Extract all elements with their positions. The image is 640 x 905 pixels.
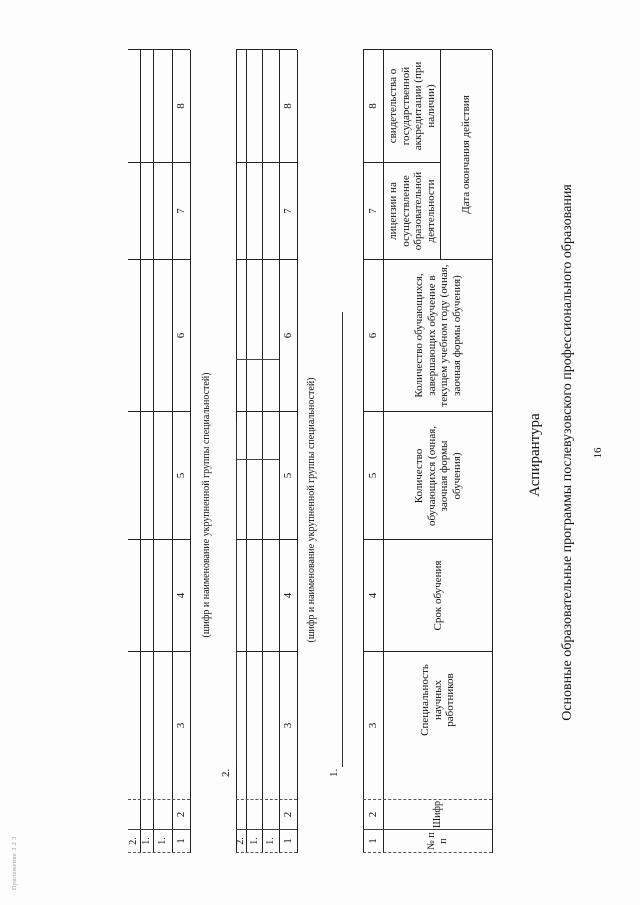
footer-mark: Приложение 3 2 3 [12, 836, 18, 890]
s2-subrow-1: 1. [157, 837, 168, 845]
s2-subrow-2: 1. [141, 837, 152, 845]
header-col3: Специальность научных работников [419, 664, 457, 736]
colnum-3: 3 [367, 722, 380, 729]
s1-num-3: 3 [282, 722, 295, 729]
s1-subrow-2: 1. [248, 837, 260, 845]
s1-num-6: 6 [282, 332, 295, 339]
colnum-7: 7 [367, 208, 380, 214]
s2-num-7: 7 [175, 208, 188, 214]
colnum-6: 6 [367, 332, 380, 339]
header-col6: Количество обучающихся, завершающих обучение в текущем учебном году (очная, заочная формы обучения) [413, 264, 463, 407]
s2-num-5: 5 [175, 472, 188, 479]
header-col8: свидетельства о государственной аккредитации (при наличии) [387, 61, 437, 151]
document-title: Основные образовательные программы послевузовского профессионального образования [560, 184, 575, 721]
s1-subrow-3: 2. [235, 837, 246, 845]
s1-num-8: 8 [282, 103, 295, 109]
s1-num-2: 2 [282, 811, 295, 818]
s1-num-1: 1 [282, 838, 295, 844]
section-2-caption: (шифр и наименование укрупненной группы специальностей) [200, 372, 212, 638]
page-number: 16 [592, 447, 604, 459]
document-subtitle: Аспирантура [527, 413, 543, 497]
header-col5: Количество обучающихся (очная, заочная формы обучения) [413, 425, 463, 527]
s2-num-2: 2 [175, 811, 188, 818]
s2-num-6: 6 [175, 332, 188, 339]
colnum-8: 8 [367, 103, 380, 109]
s2-num-1: 1 [175, 838, 188, 844]
colnum-5: 5 [367, 472, 380, 479]
header-col7: лицензии на осуществление образовательной деятельности [387, 171, 437, 251]
s2-num-3: 3 [175, 722, 188, 729]
s2-num-4: 4 [175, 592, 188, 599]
header-col4: Срок обучения [431, 560, 444, 631]
s2-subrow-3: 2. [128, 837, 139, 845]
s1-subrow-1: 1. [265, 837, 276, 845]
section-1-number: 1. [328, 768, 340, 777]
s2-num-8: 8 [175, 103, 188, 109]
colnum-2: 2 [367, 811, 380, 818]
colnum-1: 1 [367, 838, 380, 844]
header-col1: № п п [426, 832, 449, 850]
s1-num-7: 7 [282, 208, 295, 214]
s1-num-4: 4 [282, 592, 295, 599]
section-1-caption: (шифр и наименование укрупненной группы специальностей) [305, 377, 317, 643]
s1-num-5: 5 [282, 472, 295, 479]
colnum-4: 4 [367, 592, 380, 599]
header-date-group: Дата окончания действия [460, 95, 473, 214]
section-2-number: 2. [220, 768, 232, 777]
header-col2: Шифр [432, 801, 443, 828]
